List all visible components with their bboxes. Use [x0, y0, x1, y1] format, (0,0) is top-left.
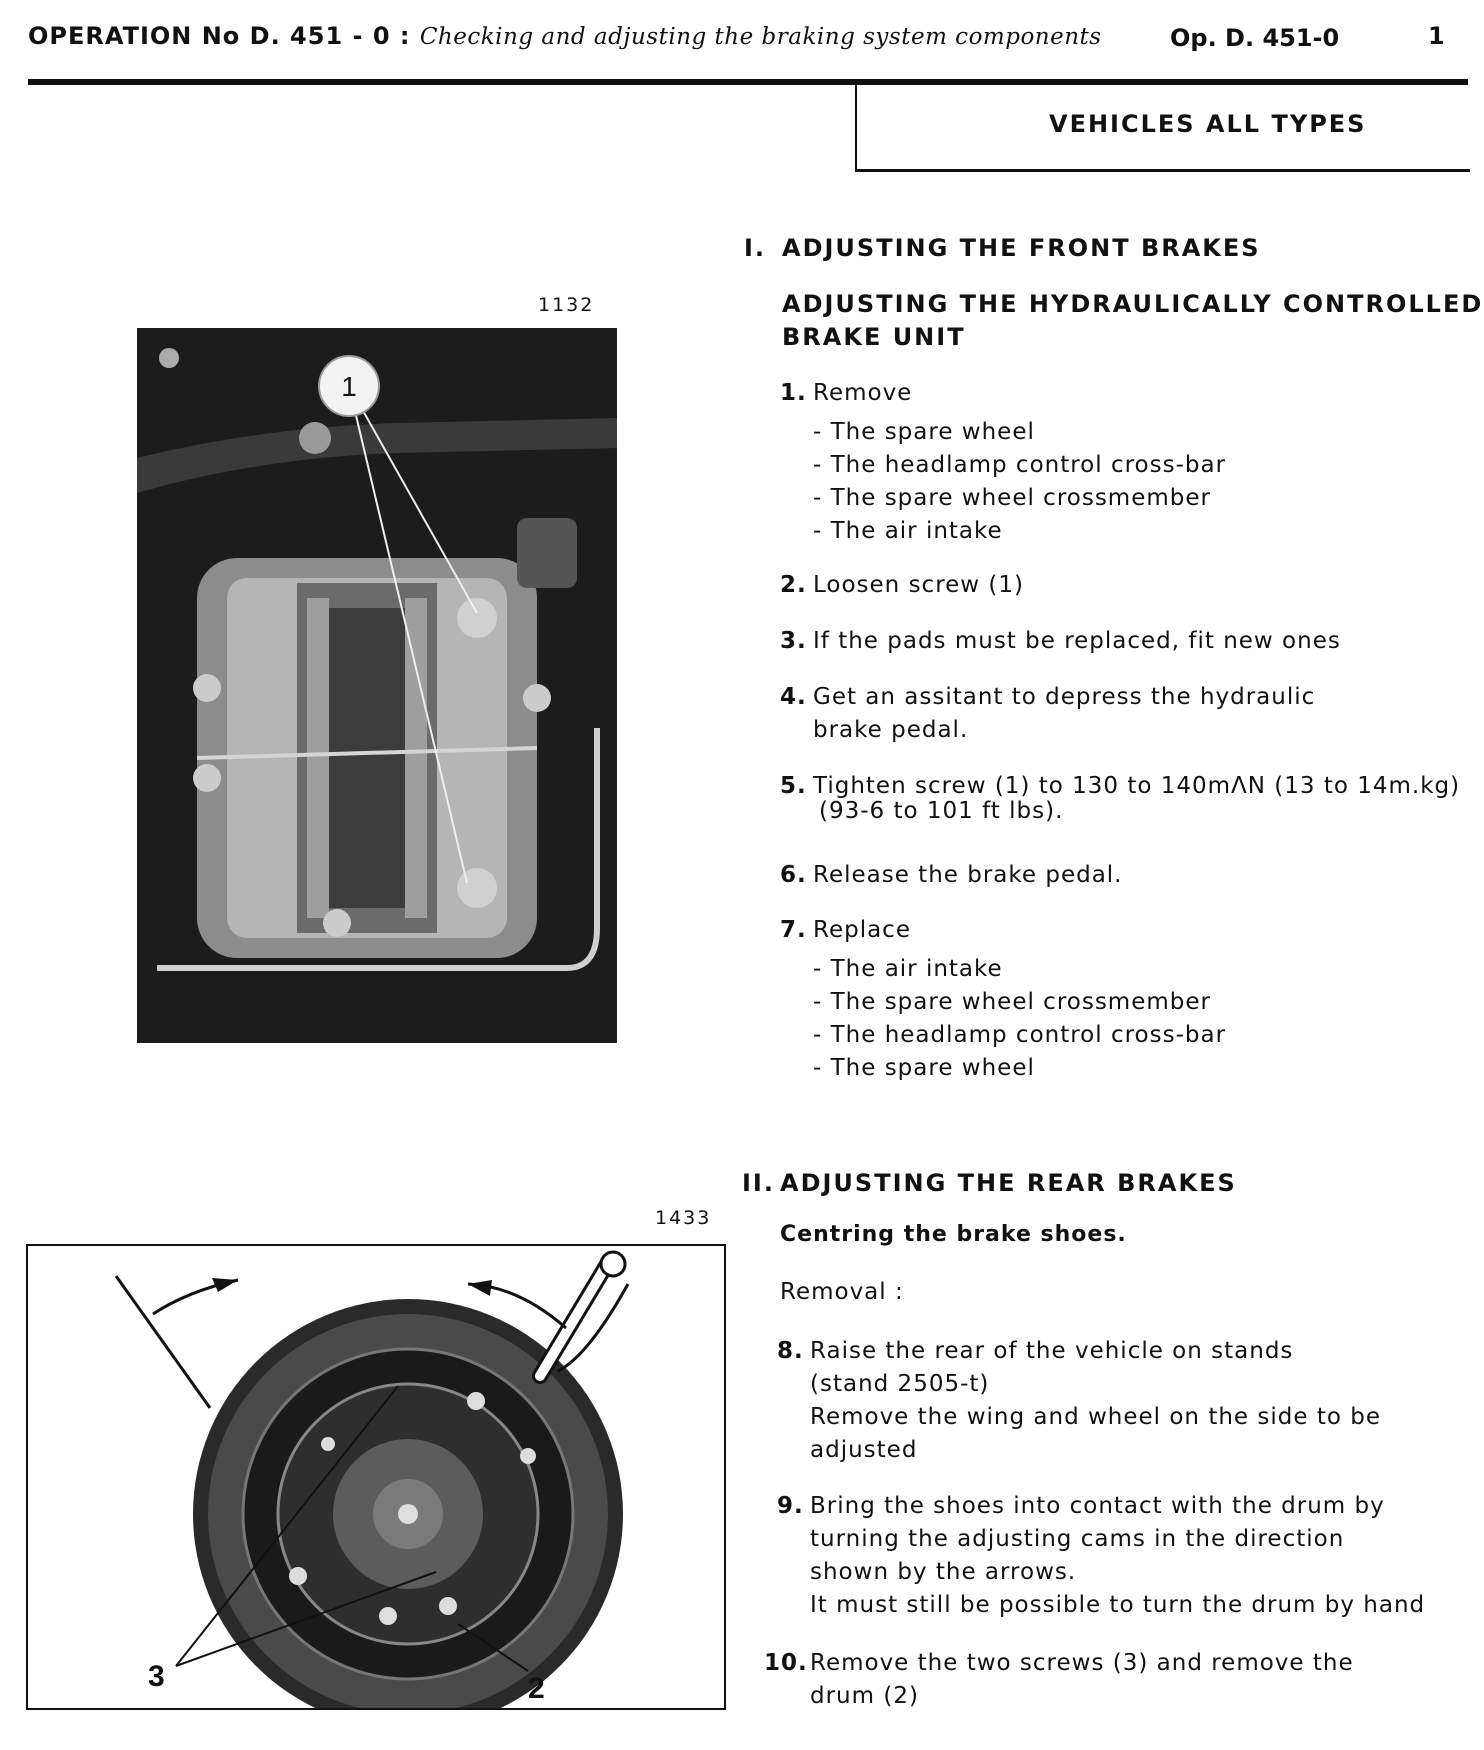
- callout-1: 1: [341, 371, 357, 402]
- step-number: 10.: [764, 1650, 808, 1676]
- subheading-line-2: BRAKE UNIT: [782, 323, 966, 351]
- figure-number-1132: 1132: [538, 294, 595, 316]
- section-2-number: II.: [742, 1169, 775, 1197]
- section-1-subheading: [782, 288, 1483, 354]
- step-subitem: - The air intake: [813, 956, 1003, 982]
- brake-drum-figure: [26, 1244, 726, 1710]
- step-subitem: - The spare wheel: [813, 419, 1035, 445]
- step-text: Raise the rear of the vehicle on stands: [810, 1338, 1294, 1364]
- operation-number: OPERATION No D. 451 - 0 :: [28, 22, 411, 50]
- step-number: 2.: [780, 572, 807, 598]
- step-subitem: - The air intake: [813, 518, 1003, 544]
- callout-3: 3: [148, 1660, 165, 1693]
- section-1-number: I.: [744, 234, 767, 262]
- step-subitem: - The headlamp control cross-bar: [813, 1022, 1227, 1048]
- section-1-heading: [744, 234, 1261, 262]
- operation-subtitle: Checking and adjusting the braking system components: [419, 24, 1102, 50]
- operation-title: [28, 22, 1102, 50]
- section-2-subheading: Centring the brake shoes.: [780, 1222, 1127, 1247]
- step-number: 3.: [780, 628, 807, 654]
- step-text: Remove the two screws (3) and remove the: [810, 1650, 1354, 1676]
- step-number: 8.: [777, 1338, 804, 1364]
- step-text: shown by the arrows.: [810, 1559, 1077, 1585]
- step-text: It must still be possible to turn the drum by hand: [810, 1592, 1426, 1618]
- operation-code: Op. D. 451-0: [1170, 24, 1340, 52]
- step-text: If the pads must be replaced, fit new ones: [813, 628, 1341, 654]
- step-text: Bring the shoes into contact with the drum by: [810, 1493, 1385, 1519]
- step-number: 7.: [780, 917, 807, 943]
- step-text: turning the adjusting cams in the direction: [810, 1526, 1345, 1552]
- section-1-title: ADJUSTING THE FRONT BRAKES: [782, 234, 1261, 262]
- step-subitem: - The headlamp control cross-bar: [813, 452, 1227, 478]
- vehicles-label: VEHICLES ALL TYPES: [1049, 110, 1367, 138]
- brake-unit-illustration: [137, 328, 617, 1043]
- step-text: Release the brake pedal.: [813, 862, 1123, 888]
- page-number: 1: [1428, 22, 1445, 50]
- section-2-title: ADJUSTING THE REAR BRAKES: [780, 1169, 1237, 1197]
- vehicles-box: [855, 84, 1470, 172]
- section-2-heading: [742, 1169, 1237, 1197]
- step-text: Get an assitant to depress the hydraulic: [813, 684, 1316, 710]
- step-number: 6.: [780, 862, 807, 888]
- step-text: (stand 2505-t): [810, 1371, 990, 1397]
- step-text: Remove: [813, 380, 913, 406]
- step-subitem: - The spare wheel crossmember: [813, 989, 1211, 1015]
- removal-label: Removal :: [780, 1279, 904, 1305]
- step-text: Remove the wing and wheel on the side to be: [810, 1404, 1381, 1430]
- brake-unit-photo: [137, 328, 617, 1043]
- step-number: 5.: [780, 773, 807, 799]
- step-subitem: - The spare wheel: [813, 1055, 1035, 1081]
- figure-number-1433: 1433: [655, 1207, 712, 1229]
- subheading-line-1: ADJUSTING THE HYDRAULICALLY CONTROLLED: [782, 290, 1484, 318]
- page-header: [28, 22, 1468, 62]
- step-number: 1.: [780, 380, 807, 406]
- step-text: Tighten screw (1) to 130 to 140mΛN (13 to 14m.kg): [813, 773, 1461, 799]
- step-text: Replace: [813, 917, 911, 943]
- step-text: drum (2): [810, 1683, 919, 1709]
- step-text: Loosen screw (1): [813, 572, 1025, 598]
- step-subitem: - The spare wheel crossmember: [813, 485, 1211, 511]
- step-number: 9.: [777, 1493, 804, 1519]
- step-text: adjusted: [810, 1437, 918, 1463]
- step-text: brake pedal.: [813, 717, 969, 743]
- callout-2: 2: [528, 1672, 545, 1705]
- step-text: (93-6 to 101 ft lbs).: [819, 798, 1064, 824]
- step-number: 4.: [780, 684, 807, 710]
- brake-drum-illustration: [28, 1246, 724, 1708]
